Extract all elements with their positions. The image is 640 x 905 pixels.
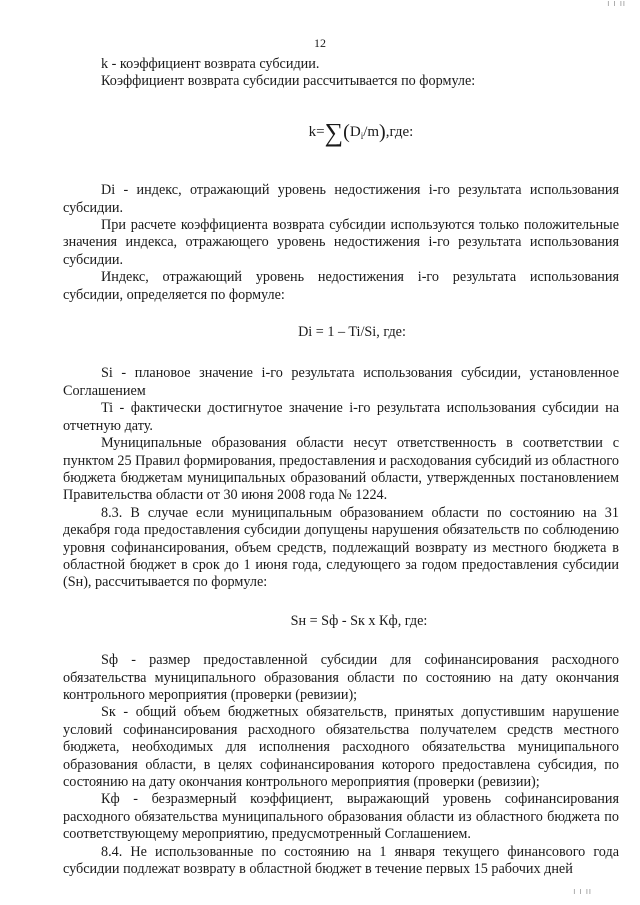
paragraph-responsibility: Муниципальные образования области несут ответственность в соответствии с пунктом 25 Правил формирования, предоставления и расходования субсидий из областного бюджета бюджетам муниципальных образований области, утвержденных постановлением Правительства области от 30 июня 2008 года № 1224. [63, 435, 619, 504]
paragraph-ti-definition: Ti - фактически достигнутое значение i-го результата использования субсидии на отчетную дату. [63, 400, 619, 434]
scan-mark-bottom: I I II [573, 888, 592, 896]
sum-sign: ∑ [324, 117, 344, 147]
formula-k-tail: ,где: [385, 123, 414, 140]
document-body [63, 56, 619, 878]
paragraph-k-formula-intro: Коэффициент возврата субсидии рассчитывается по формуле: [101, 73, 476, 90]
formula-k-close-paren: ) [379, 120, 386, 143]
paragraph-k-definition: k - коэффициент возврата субсидии. [101, 56, 320, 72]
paragraph-8-4: 8.4. Не использованные по состоянию на 1 января текущего финансового года субсидии подлежат возврату в областной бюджет в течение первых 15 рабочих дней [63, 843, 619, 878]
paragraph-8-3: 8.3. В случае если муниципальным образованием области по состоянию на 31 декабря года предоставления субсидии допущены нарушения обязательств по соблюдению уровня софинансирования, объем средств, подлежащий возврату из местного бюджета в областной бюджет в срок до 1 июня года, следующего за годом предоставления субсидии (Sн), рассчитывается по формуле: [63, 504, 619, 591]
paragraph-si-definition: Si - плановое значение i-го результата использования субсидии, установленное Соглашением [63, 365, 619, 399]
paragraph-di-definition: Di - индекс, отражающий уровень недостижения i-го результата использования субсидии. [63, 182, 619, 216]
formula-k-open-paren: ( [343, 120, 350, 143]
formula-k [63, 117, 619, 147]
formula-di: Di = 1 – Ti/Si, где: [298, 324, 406, 341]
paragraph-positive-values: При расчете коэффициента возврата субсидии используются только положительные значения индекса, отражающего уровень недостижения i-го результата использования субсидии. [63, 217, 619, 268]
paragraph-di-formula-intro: Индекс, отражающий уровень недостижения i-го результата использования субсидии, определяется по формуле: [63, 269, 619, 303]
paragraph-kf-definition: Кф - безразмерный коэффициент, выражающий уровень софинансирования расходного обязательства муниципального образования области из областного бюджета по соответствующему мероприятию, предусмотренный Соглашением. [63, 791, 619, 843]
scan-mark-top: I I II [607, 0, 626, 8]
paragraph-sk-definition: Sк - общий объем бюджетных обязательств, принятых допустившим нарушение условий софинансирования расходного обязательства получателем средств местного бюджета, необходимых для исполнения расходного обязательства муниципального образования области, в целях софинансирования которого предоставлена субсидия, по состоянию на дату окончания контрольного мероприятия (проверки (ревизии); [63, 704, 619, 790]
paragraph-sf-definition: Sф - размер предоставленной субсидии для софинансирования расходного обязательства муниципального образования области по состоянию на дату окончания контрольного мероприятия (проверки (ревизии); [63, 652, 619, 703]
formula-k-var: D [349, 123, 361, 140]
formula-k-divisor: /m [363, 123, 380, 140]
formula-k-subscript: i [360, 130, 364, 141]
formula-sn: Sн = Sф - Sк х Кф, где: [290, 612, 428, 629]
formula-k-lhs: k= [308, 123, 325, 140]
page-number: 12 [314, 36, 326, 50]
